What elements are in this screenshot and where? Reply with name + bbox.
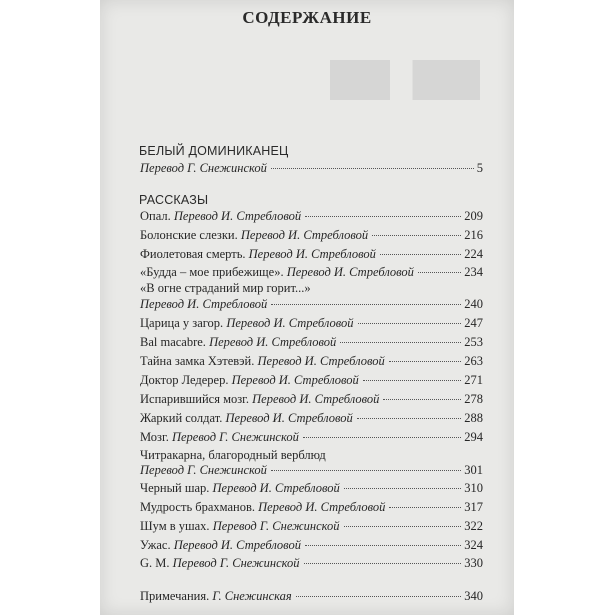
- entry-page: 234: [464, 265, 483, 279]
- entry-translator: Перевод И. Стребловой: [209, 335, 337, 349]
- section-heading-novel: БЕЛЫЙ ДОМИНИКАНЕЦ: [139, 144, 289, 158]
- entry-translator: Перевод И. Стребловой: [173, 209, 302, 223]
- entry-translator: Перевод И. Стребловой: [240, 228, 369, 242]
- entry-title: «Будда – мое прибежище».: [140, 265, 284, 279]
- toc-entry: [140, 519, 483, 536]
- entry-title: Доктор Ледерер.: [140, 373, 229, 387]
- entry-title: Черный шар.: [140, 481, 210, 495]
- entry-page: 301: [464, 463, 483, 477]
- toc-entry-novel: [140, 161, 483, 178]
- toc-entry: [140, 481, 483, 498]
- entry-title: G. M.: [140, 556, 170, 570]
- entry-translator: Перевод И. Стребловой: [140, 297, 268, 311]
- leader-dots: [303, 437, 461, 438]
- entry-page: 324: [464, 538, 483, 552]
- toc-entry: [140, 297, 483, 314]
- leader-dots: [344, 526, 462, 527]
- leader-dots: [358, 323, 462, 324]
- entry-title: Примечания.: [140, 589, 210, 603]
- entry-translator: Перевод И. Стребловой: [248, 247, 376, 261]
- entry-translator: Перевод И. Стребловой: [226, 316, 354, 330]
- entry-translator: Перевод И. Стребловой: [212, 481, 340, 495]
- entry-title: Bal macabre.: [140, 335, 206, 349]
- leader-dots: [271, 304, 461, 305]
- page-title: СОДЕРЖАНИЕ: [242, 8, 372, 27]
- entry-translator: Перевод И. Стребловой: [252, 392, 380, 406]
- toc-entry: [140, 265, 483, 282]
- leader-dots: [389, 507, 461, 508]
- toc-entry: [140, 354, 483, 371]
- leader-dots: [357, 418, 462, 419]
- leader-dots: [418, 272, 461, 273]
- toc-entry: [140, 500, 483, 517]
- entry-page: 278: [464, 392, 483, 406]
- leader-dots: [304, 563, 462, 564]
- entry-title: Царица у загор.: [140, 316, 224, 330]
- toc-entry: [140, 430, 483, 447]
- toc-entry: [140, 411, 483, 428]
- entry-translator: Перевод И. Стребловой: [286, 265, 414, 279]
- entry-page: 310: [464, 481, 483, 495]
- entry-title: Тайна замка Хэтевэй.: [140, 354, 255, 368]
- toc-entry: [140, 556, 483, 573]
- entry-translator: Перевод Г. Снежинской: [140, 463, 267, 477]
- entry-page: 224: [464, 247, 483, 261]
- leader-dots: [363, 380, 461, 381]
- toc-entry: [140, 538, 483, 555]
- entry-page: 317: [464, 500, 483, 514]
- entry-title: Мозг.: [140, 430, 169, 444]
- leader-dots: [383, 399, 461, 400]
- entry-title: Читракарна, благородный верблюд: [140, 448, 326, 462]
- toc-entry: [140, 373, 483, 390]
- entry-page: 271: [464, 373, 483, 387]
- entry-page: 322: [464, 519, 483, 533]
- leader-dots: [271, 470, 461, 471]
- entry-title: Фиолетовая смерть.: [140, 247, 246, 261]
- toc-entry: [140, 247, 483, 264]
- leader-dots: [380, 254, 461, 255]
- entry-page: 330: [464, 556, 483, 570]
- entry-title: Жаркий солдат.: [140, 411, 223, 425]
- leader-dots: [389, 361, 462, 362]
- toc-entry: [140, 392, 483, 409]
- entry-translator: Перевод Г. Снежинской: [171, 430, 299, 444]
- entry-page: 209: [464, 209, 483, 223]
- entry-page: 216: [464, 228, 483, 242]
- leader-dots: [296, 596, 462, 597]
- toc-entry-notes: [140, 589, 483, 606]
- toc-entry: [140, 209, 483, 226]
- entry-title: «В огне страданий мир горит...»: [140, 281, 311, 295]
- bleed-through-marks: [330, 60, 480, 100]
- leader-dots: [271, 168, 474, 169]
- toc-entry: [140, 463, 483, 480]
- entry-translator: Перевод И. Стребловой: [258, 500, 386, 514]
- entry-page: 247: [464, 316, 483, 330]
- toc-entry: [140, 316, 483, 333]
- entry-translator: Перевод И. Стребловой: [173, 538, 301, 552]
- entry-translator: Перевод И. Стребловой: [225, 411, 353, 425]
- entry-page: 5: [476, 161, 483, 175]
- entry-translator: Перевод Г. Снежинской: [172, 556, 300, 570]
- entry-page: 294: [464, 430, 483, 444]
- entry-translator: Г. Снежинская: [212, 589, 292, 603]
- leader-dots: [344, 488, 462, 489]
- toc-entry: [140, 228, 483, 245]
- leader-dots: [305, 545, 461, 546]
- leader-dots: [305, 216, 461, 217]
- entry-translator: Перевод И. Стребловой: [231, 373, 359, 387]
- entry-page: 240: [464, 297, 483, 311]
- entry-title: Мудрость брахманов.: [140, 500, 256, 514]
- toc-entry: [140, 335, 483, 352]
- entry-title: Шум в ушах.: [140, 519, 210, 533]
- leader-dots: [340, 342, 461, 343]
- entry-page: 340: [464, 589, 483, 603]
- section-heading-stories: РАССКАЗЫ: [139, 193, 209, 207]
- entry-translator: Перевод И. Стребловой: [257, 354, 385, 368]
- entry-page: 253: [464, 335, 483, 349]
- entry-translator: Перевод Г. Снежинской: [140, 161, 267, 175]
- entry-translator: Перевод Г. Снежинской: [212, 519, 340, 533]
- entry-page: 288: [464, 411, 483, 425]
- leader-dots: [372, 235, 461, 236]
- entry-title: Опал.: [140, 209, 171, 223]
- entry-title: Ужас.: [140, 538, 171, 552]
- entry-title: Болонские слезки.: [140, 228, 238, 242]
- entry-title: Испарившийся мозг.: [140, 392, 250, 406]
- entry-page: 263: [464, 354, 483, 368]
